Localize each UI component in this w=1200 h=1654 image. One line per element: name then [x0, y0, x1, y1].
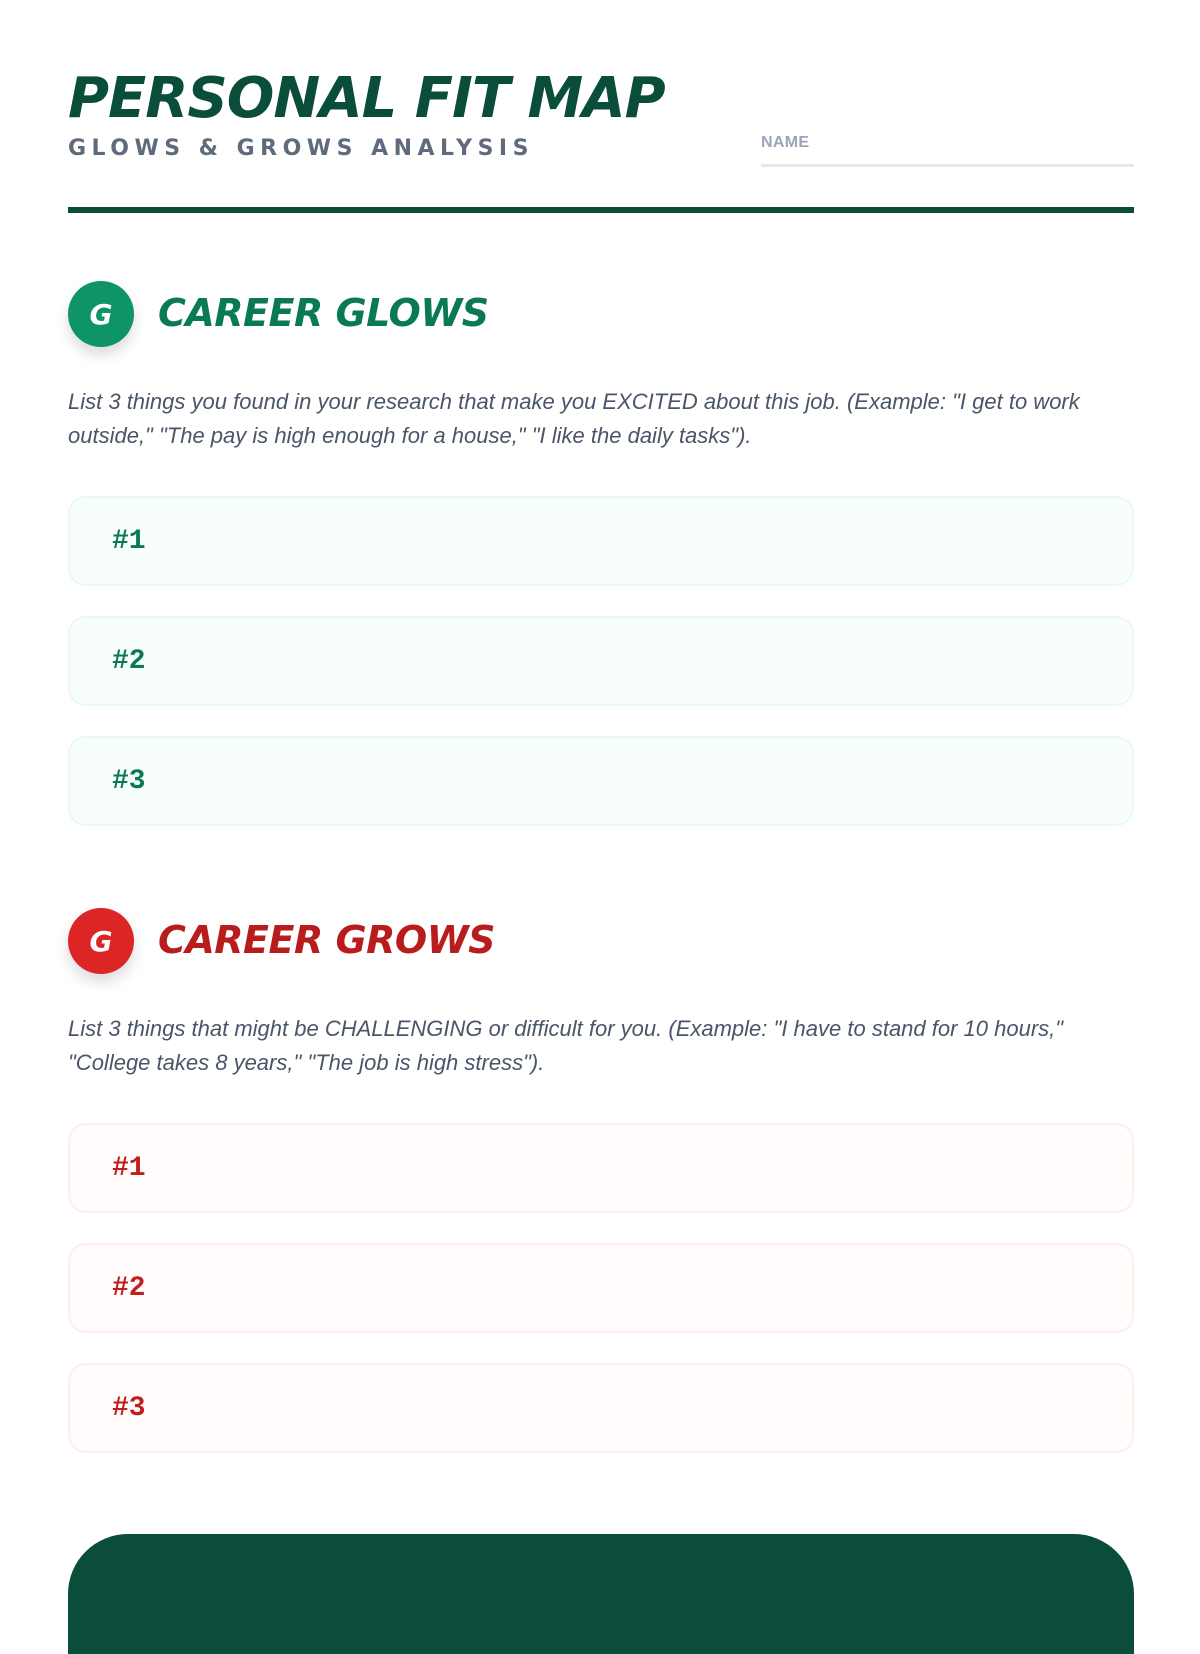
grows-badge-icon — [68, 908, 134, 974]
grows-entry-3-label: #3 — [112, 1393, 146, 1424]
glows-heading: CAREER GLOWS — [158, 291, 489, 335]
name-label: NAME — [761, 134, 810, 151]
grows-entry-1-input[interactable] — [180, 1145, 1114, 1195]
worksheet-page — [68, 0, 1134, 1600]
grows-badge-letter: G — [89, 924, 113, 958]
grows-heading: CAREER GROWS — [158, 918, 496, 962]
grows-entry-3 — [68, 1363, 1134, 1453]
glows-entry-1 — [68, 496, 1134, 586]
glows-entry-2-input[interactable] — [180, 638, 1114, 688]
grows-entry-1-label: #1 — [112, 1153, 146, 1184]
glows-badge-letter: G — [89, 297, 113, 331]
page-subtitle: GLOWS & GROWS ANALYSIS — [68, 136, 534, 161]
page-title: PERSONAL FIT MAP — [68, 66, 665, 131]
glows-instructions: List 3 things you found in your research that make you EXCITED about this job. (Example: "I get to work outside," "The pay is high enough for a house," "I like the daily tasks"). — [68, 389, 1080, 448]
grows-instructions: List 3 things that might be CHALLENGING or difficult for you. (Example: "I have to stand for 10 hours," "College takes 8 years," "The job is high stress"). — [68, 1016, 1064, 1075]
glows-entry-3-label: #3 — [112, 766, 146, 797]
glows-entry-1-label: #1 — [112, 526, 146, 557]
glows-entry-1-input[interactable] — [180, 518, 1114, 568]
grows-entry-3-input[interactable] — [180, 1385, 1114, 1435]
glows-entry-2 — [68, 616, 1134, 706]
name-input[interactable] — [761, 156, 1134, 167]
grows-entry-2-input[interactable] — [180, 1265, 1114, 1315]
glows-entry-2-label: #2 — [112, 646, 146, 677]
header-divider — [68, 207, 1134, 213]
grows-entry-2 — [68, 1243, 1134, 1333]
glows-entry-3-input[interactable] — [180, 758, 1114, 808]
name-field-group — [761, 134, 1134, 167]
grows-entry-2-label: #2 — [112, 1273, 146, 1304]
footer-panel — [68, 1534, 1134, 1654]
glows-badge-icon — [68, 281, 134, 347]
glows-entry-3 — [68, 736, 1134, 826]
grows-entry-1 — [68, 1123, 1134, 1213]
